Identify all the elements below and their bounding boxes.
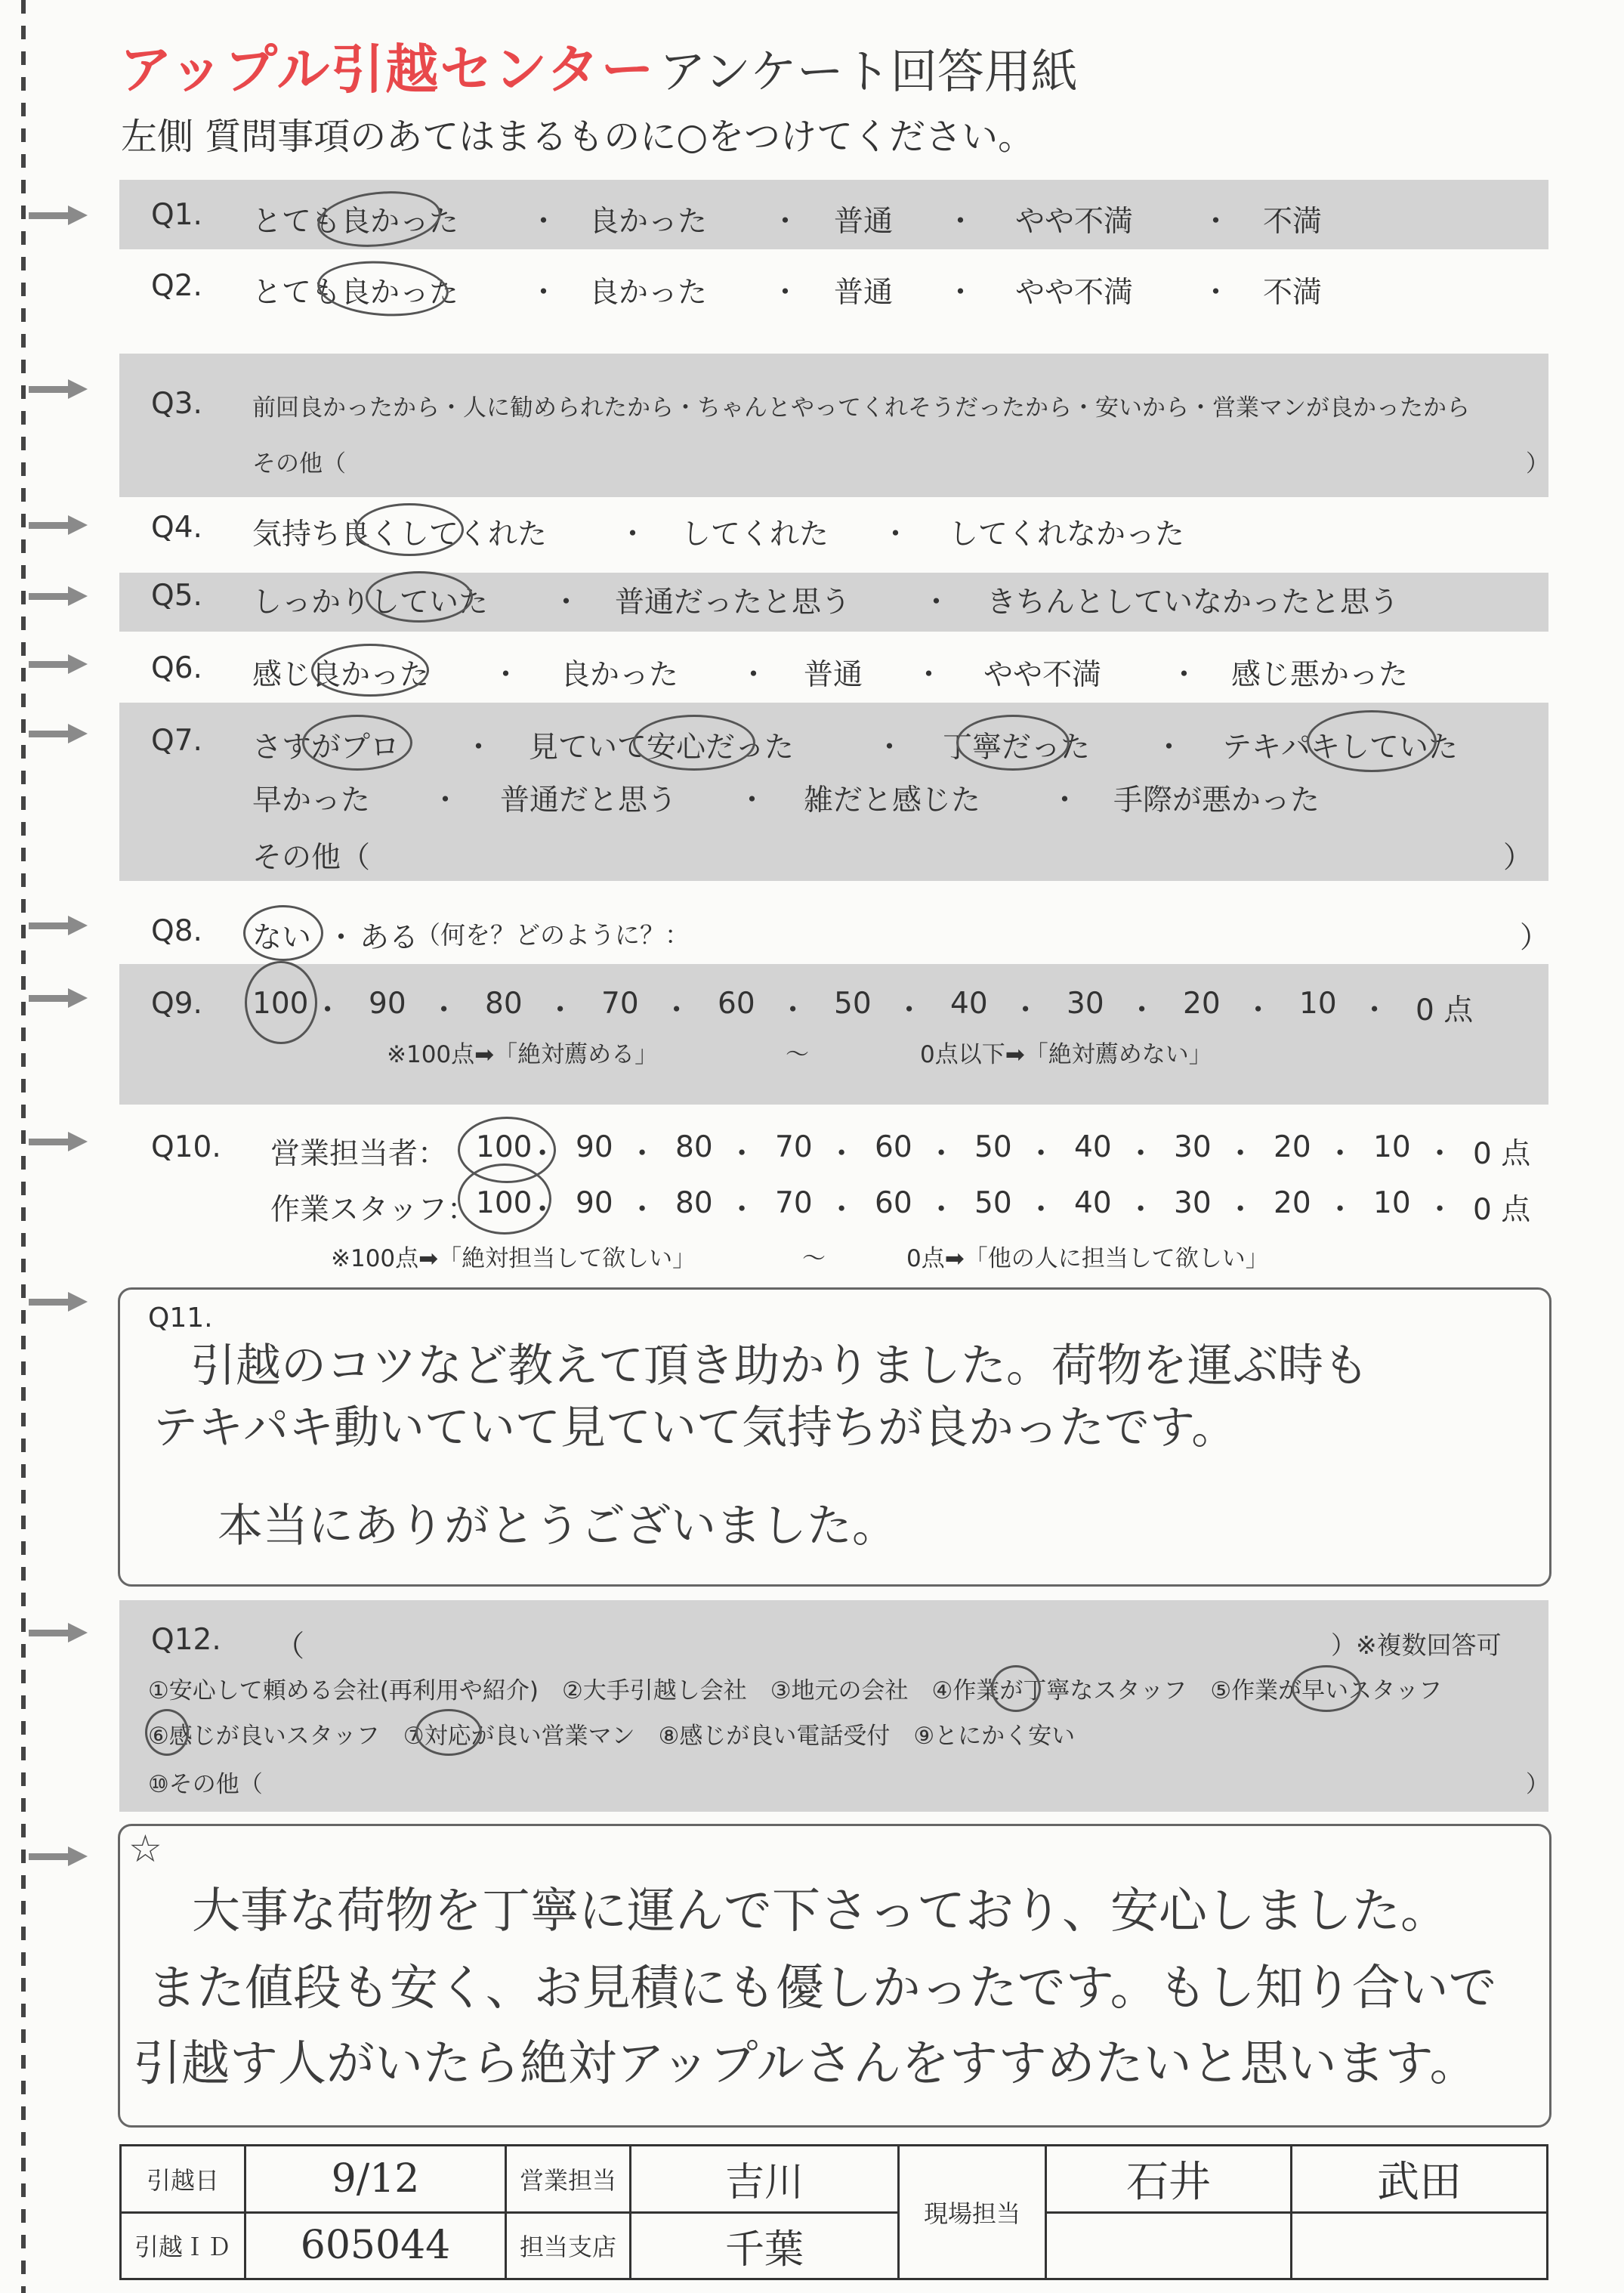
q9-tilde: 〜: [786, 1041, 809, 1068]
form-header: [119, 27, 1078, 104]
q10-sales-score-option[interactable]: 20: [1274, 1130, 1311, 1164]
q6-option[interactable]: やや不満: [983, 658, 1102, 692]
comment-line: また値段も安く、お見積にも優しかったです。もし知り合いで: [148, 1961, 1497, 2016]
q10-tilde: 〜: [802, 1245, 826, 1272]
q12-close: ）※複数回答可: [1331, 1630, 1502, 1660]
scale-separator: ・: [1125, 1137, 1156, 1171]
q9-label: Q9.: [151, 987, 202, 1021]
q7-option[interactable]: 雑だと感じた: [804, 783, 981, 817]
q4-option[interactable]: してくれた: [681, 518, 829, 552]
scale-separator: ・: [627, 1137, 657, 1171]
comment-line: 引越す人がいたら絶対アップルさんをすすめたいと思います。: [133, 2036, 1478, 2092]
q8-option-yes[interactable]: ある: [360, 921, 419, 955]
site-label: 現場担当: [899, 2146, 1046, 2279]
q9-score-option[interactable]: 20: [1183, 987, 1221, 1021]
arrow-icon: [29, 988, 88, 1008]
scale-separator: ・: [1360, 994, 1390, 1028]
q4-option[interactable]: してくれなかった: [949, 518, 1185, 552]
scale-separator: ・: [627, 1193, 657, 1227]
q9-score-option[interactable]: 80: [485, 987, 523, 1021]
q12-open: （: [275, 1630, 305, 1664]
q1-label: Q1.: [151, 198, 202, 232]
q6-option[interactable]: 感じ悪かった: [1231, 658, 1409, 692]
move-date-label: 引越日: [121, 2146, 245, 2213]
q6-option[interactable]: 普通: [804, 658, 863, 692]
q9-score-option[interactable]: 0 点: [1416, 994, 1474, 1028]
answer-circle: [1292, 1665, 1361, 1712]
answer-circle: [633, 715, 755, 771]
scale-separator: ・: [727, 1193, 757, 1227]
q9-score-option[interactable]: 90: [369, 987, 406, 1021]
q10-staff-score-option[interactable]: 80: [675, 1186, 713, 1220]
q7-option[interactable]: 丁寧だった: [943, 731, 1091, 765]
comment-line: 大事な荷物を丁寧に運んで下さっており、安心しました。: [192, 1884, 1449, 1939]
scale-separator: ・: [313, 994, 343, 1028]
q2-option[interactable]: 良かった: [589, 276, 708, 310]
q7-option[interactable]: さすがプロ: [252, 731, 400, 765]
site-value[interactable]: 石井: [1046, 2146, 1292, 2213]
q11-answer-line: 本当にありがとうございました。: [218, 1500, 897, 1553]
sales-label: 営業担当: [506, 2146, 631, 2213]
q2-option[interactable]: やや不満: [1015, 276, 1134, 310]
arrow-icon: [29, 724, 88, 743]
q8-option-none[interactable]: ない: [252, 921, 312, 955]
answer-circle: [145, 1709, 189, 1756]
arrow-icon: [29, 1623, 88, 1642]
answer-circle: [302, 715, 412, 771]
q6-label: Q6.: [151, 651, 202, 685]
binder-holes: [21, 0, 26, 2293]
answer-circle: [956, 715, 1070, 771]
answer-circle: [415, 1709, 482, 1756]
q10-staff-score-option[interactable]: 100: [476, 1186, 533, 1220]
move-id-label: 引越ＩＤ: [121, 2212, 245, 2279]
scale-separator: ・: [662, 994, 692, 1028]
arrow-icon: [29, 1132, 88, 1151]
q10-staff-score-option[interactable]: 90: [576, 1186, 613, 1220]
q8-prompt[interactable]: （何を？どのように？：: [415, 920, 690, 950]
site-value[interactable]: 武田: [1292, 2146, 1548, 2213]
q1-option[interactable]: 不満: [1263, 205, 1323, 239]
q7-label: Q7.: [151, 724, 202, 758]
q9-score-option[interactable]: 60: [718, 987, 755, 1021]
q6-option[interactable]: 感じ良かった: [252, 658, 430, 692]
arrow-icon: [29, 654, 88, 674]
q9-score-option[interactable]: 10: [1299, 987, 1337, 1021]
brand-name: アップル引越センター: [119, 39, 656, 100]
sales-value[interactable]: 吉川: [631, 2146, 899, 2213]
q7-option[interactable]: テキパキしていた: [1222, 731, 1459, 765]
q6-option[interactable]: 良かった: [560, 658, 679, 692]
footer-table: [119, 2144, 1548, 2280]
q9-score-option[interactable]: 100: [252, 987, 309, 1021]
move-date-value[interactable]: 9/12: [245, 2146, 506, 2213]
q9-score-option[interactable]: 50: [834, 987, 872, 1021]
arrow-icon: [29, 379, 88, 399]
q12-options-row[interactable]: ⑥感じが良いスタッフ ⑦対応が良い営業マン ⑧感じが良い電話受付 ⑨とにかく安い: [148, 1723, 1076, 1750]
answer-circle: [991, 1665, 1041, 1712]
answer-circle: [311, 644, 429, 697]
site-value-empty[interactable]: [1046, 2212, 1292, 2279]
q9-score-option[interactable]: 30: [1067, 987, 1104, 1021]
q3-other[interactable]: その他（: [252, 450, 346, 477]
site-value-empty[interactable]: [1292, 2212, 1548, 2279]
scale-separator: ・: [894, 994, 925, 1028]
q7-other[interactable]: その他（: [252, 841, 371, 875]
q10-staff-label: 作業スタッフ：: [270, 1193, 477, 1227]
form-title: アンケート回答用紙: [659, 44, 1078, 99]
q10-sales-score-option[interactable]: 60: [875, 1130, 912, 1164]
star-icon: ☆: [128, 1827, 162, 1871]
q10-note-left: ※100点➡「絶対担当して欲しい」: [331, 1245, 696, 1272]
arrow-icon: [29, 1292, 88, 1312]
scale-separator: ・: [778, 994, 808, 1028]
q10-staff-score-option[interactable]: 30: [1174, 1186, 1212, 1220]
q10-staff-score-option[interactable]: 40: [1074, 1186, 1112, 1220]
q10-sales-score-option[interactable]: 80: [675, 1130, 713, 1164]
scale-separator: ・: [1225, 1137, 1255, 1171]
q7-option[interactable]: 普通だと思う: [500, 783, 678, 817]
scale-separator: ・: [1425, 1193, 1455, 1227]
move-id-value[interactable]: 605044: [245, 2212, 506, 2279]
scale-separator: ・: [1011, 994, 1041, 1028]
q10-staff-score-option[interactable]: 50: [974, 1186, 1012, 1220]
q1-option[interactable]: とても良かった: [252, 205, 459, 239]
branch-label: 担当支店: [506, 2212, 631, 2279]
q2-option[interactable]: とても良かった: [252, 276, 459, 310]
q5-option[interactable]: しっかりしていた: [252, 586, 489, 620]
q10-staff-score-option[interactable]: 20: [1274, 1186, 1311, 1220]
answer-circle: [1307, 710, 1437, 772]
q10-staff-score-option[interactable]: 0 点: [1473, 1193, 1531, 1227]
scale-separator: ・: [727, 1137, 757, 1171]
arrow-icon: [29, 1846, 88, 1866]
q5-label: Q5.: [151, 579, 202, 613]
arrow-icon: [29, 586, 88, 606]
scale-separator: ・: [1243, 994, 1274, 1028]
answer-circle: [243, 905, 323, 961]
q9-note-left: ※100点➡「絶対薦める」: [387, 1041, 659, 1068]
scale-separator: ・: [1425, 1137, 1455, 1171]
answer-circle: [355, 503, 464, 556]
arrow-icon: [29, 206, 88, 225]
q10-staff-score-option[interactable]: 70: [775, 1186, 813, 1220]
q10-sales-label: 営業担当者：: [270, 1137, 448, 1171]
q8-label: Q8.: [151, 914, 202, 948]
scale-separator: ・: [527, 1137, 557, 1171]
answer-circle: [245, 961, 317, 1044]
scale-separator: ・: [429, 994, 459, 1028]
q12-other-close: ）: [1526, 1771, 1549, 1798]
scale-separator: ・: [1225, 1193, 1255, 1227]
arrow-icon: [29, 916, 88, 935]
scale-separator: ・: [1026, 1193, 1056, 1227]
q10-staff-score-option[interactable]: 10: [1373, 1186, 1411, 1220]
q4-label: Q4.: [151, 511, 202, 545]
q2-label: Q2.: [151, 269, 202, 303]
q9-band: [119, 964, 1548, 1105]
q3-options[interactable]: 前回良かったから・人に勧められたから・ちゃんとやってくれそうだったから・安いから・営業マンが良かったから: [252, 394, 1470, 422]
q4-option[interactable]: 気持ち良くしてくれた: [252, 518, 548, 552]
q11-answer-line: 引越のコツなど教えて頂き助かりました。荷物を運ぶ時も: [190, 1340, 1369, 1392]
scale-separator: ・: [545, 994, 576, 1028]
q1-option[interactable]: 普通: [834, 205, 894, 239]
scale-separator: ・: [1125, 1193, 1156, 1227]
q5-option[interactable]: きちんとしていなかったと思う: [986, 586, 1400, 620]
q10-sales-score-option[interactable]: 0 点: [1473, 1137, 1531, 1171]
q10-sales-score-option[interactable]: 70: [775, 1130, 813, 1164]
q12-options-row[interactable]: ①安心して頼める会社(再利用や紹介) ②大手引越し会社 ③地元の会社 ④作業が丁寧なスタッフ ⑤作業が早いスタッフ: [148, 1677, 1443, 1704]
q10-label: Q10.: [151, 1130, 221, 1164]
q5-option[interactable]: 普通だったと思う: [615, 586, 851, 620]
q8-close: ）: [1520, 921, 1550, 955]
q10-sales-score-option[interactable]: 30: [1174, 1130, 1212, 1164]
arrow-icon: [29, 515, 88, 535]
q2-option[interactable]: 普通: [834, 276, 894, 310]
scale-separator: ・: [527, 1193, 557, 1227]
q1-option[interactable]: 良かった: [589, 205, 708, 239]
q10-sales-score-option[interactable]: 100: [476, 1130, 533, 1164]
q10-sales-score-option[interactable]: 40: [1074, 1130, 1112, 1164]
q11-label: Q11.: [148, 1303, 213, 1333]
scale-separator: ・: [926, 1193, 956, 1227]
scale-separator: ・: [1026, 1137, 1056, 1171]
scale-separator: ・: [1127, 994, 1157, 1028]
q10-note-right: 0点➡「他の人に担当して欲しい」: [906, 1245, 1269, 1272]
instruction-text: 左側 質問事項のあてはまるものに○をつけてください。: [121, 116, 1035, 158]
q7-option[interactable]: 手際が悪かった: [1113, 783, 1320, 817]
q12-label: Q12.: [151, 1623, 221, 1657]
scale-separator: ・: [1325, 1137, 1355, 1171]
q10-sales-score-option[interactable]: 50: [974, 1130, 1012, 1164]
q9-score-option[interactable]: 40: [950, 987, 988, 1021]
scale-separator: ・: [1325, 1193, 1355, 1227]
q1-option[interactable]: やや不満: [1015, 205, 1134, 239]
scale-separator: ・: [826, 1137, 857, 1171]
scale-separator: ・: [826, 1193, 857, 1227]
q10-sales-score-option[interactable]: 10: [1373, 1130, 1411, 1164]
q11-answer-line: テキパキ動いていて見ていて気持ちが良かったです。: [153, 1401, 1237, 1454]
answer-circle: [366, 571, 473, 623]
q10-staff-score-option[interactable]: 60: [875, 1186, 912, 1220]
q3-label: Q3.: [151, 387, 202, 421]
q7-option[interactable]: 早かった: [252, 783, 371, 817]
q2-option[interactable]: 不満: [1263, 276, 1323, 310]
scale-separator: ・: [926, 1137, 956, 1171]
q10-sales-score-option[interactable]: 90: [576, 1130, 613, 1164]
q7-close: ）: [1503, 841, 1533, 875]
q9-note-right: 0点以下➡「絶対薦めない」: [920, 1041, 1212, 1068]
branch-value[interactable]: 千葉: [631, 2212, 899, 2279]
q12-other[interactable]: ⑩その他（: [148, 1771, 263, 1798]
q9-score-option[interactable]: 70: [601, 987, 639, 1021]
q7-option[interactable]: 見ていて安心だった: [529, 731, 795, 765]
answer-circle: [458, 1163, 551, 1235]
q3-close: ）: [1526, 450, 1549, 477]
